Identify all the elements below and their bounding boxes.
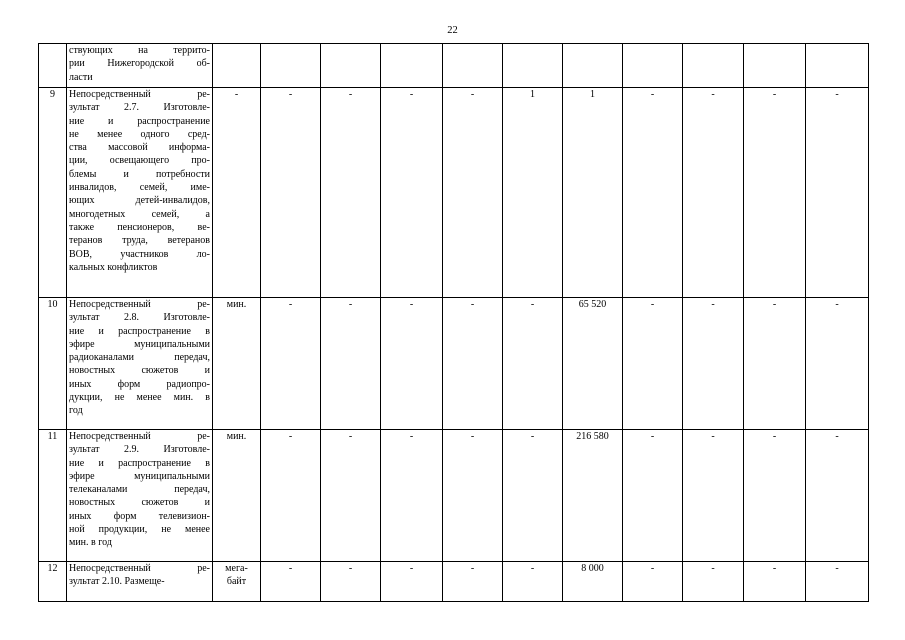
- description-line: эфире муниципальными: [69, 338, 210, 350]
- description-line: ние и распространение: [69, 115, 210, 127]
- table-row: [39, 44, 869, 88]
- value-cell: [744, 44, 806, 88]
- value-cell: -: [321, 298, 381, 430]
- unit-line: мега-: [225, 563, 248, 574]
- description-line: Непосредственный ре-: [69, 563, 210, 574]
- value-cell: -: [503, 430, 563, 562]
- value-cell: [321, 44, 381, 88]
- row-number: 10: [39, 298, 67, 430]
- value-cell: -: [623, 88, 683, 298]
- value-cell: -: [381, 430, 443, 562]
- table-row: [39, 430, 869, 562]
- description-line: многодетных семей, а: [69, 208, 210, 220]
- description-line: также пенсионеров, ве-: [69, 221, 210, 233]
- value-cell: [503, 44, 563, 88]
- value-cell: [563, 44, 623, 88]
- value-cell: [381, 44, 443, 88]
- description-line: ние и распространение в: [69, 457, 210, 469]
- table-row: [39, 298, 869, 430]
- description-line: ласти: [69, 71, 93, 83]
- row-number: 9: [39, 88, 67, 298]
- value-cell: 1: [563, 88, 623, 298]
- value-cell: -: [261, 562, 321, 602]
- value-cell: -: [744, 298, 806, 430]
- unit-cell: [213, 44, 261, 88]
- value-cell: -: [381, 562, 443, 602]
- description-line: зультат 2.8. Изготовле-: [69, 312, 210, 324]
- value-cell: -: [806, 298, 869, 430]
- value-cell: 65 520: [563, 298, 623, 430]
- value-cell: [443, 44, 503, 88]
- description-line: иных форм телевизион-: [69, 510, 210, 522]
- value-cell: -: [623, 562, 683, 602]
- description-line: новостных сюжетов и: [69, 365, 210, 377]
- value-cell: -: [443, 562, 503, 602]
- description-line: кальных конфликтов: [69, 261, 158, 273]
- description-line: иных форм радиопро-: [69, 378, 210, 390]
- description-line: Непосредственный ре-: [69, 89, 210, 100]
- description-line: телеканалами передач,: [69, 484, 210, 496]
- unit-cell: мин.: [213, 430, 261, 562]
- value-cell: -: [623, 298, 683, 430]
- value-cell: -: [683, 298, 744, 430]
- value-cell: -: [321, 88, 381, 298]
- indicator-description: [67, 430, 213, 562]
- description-line: зультат 2.9. Изготовле-: [69, 444, 210, 456]
- description-line: блемы и потребности: [69, 168, 210, 180]
- value-cell: -: [321, 562, 381, 602]
- description-line: зультат 2.10. Размеще-: [69, 576, 165, 588]
- description-line: дукции, не менее мин. в: [69, 392, 210, 404]
- description-line: Непосредственный ре-: [69, 431, 210, 442]
- value-cell: -: [443, 298, 503, 430]
- value-cell: -: [261, 88, 321, 298]
- value-cell: -: [503, 562, 563, 602]
- value-cell: -: [806, 88, 869, 298]
- description-line: рии Нижегородской об-: [69, 58, 210, 70]
- value-cell: -: [261, 298, 321, 430]
- value-cell: -: [443, 430, 503, 562]
- description-line: инвалидов, семей, име-: [69, 182, 210, 194]
- indicator-description: [67, 88, 213, 298]
- description-line: ства массовой информа-: [69, 142, 210, 154]
- row-number: [39, 44, 67, 88]
- value-cell: [261, 44, 321, 88]
- value-cell: -: [806, 430, 869, 562]
- description-line: ющих детей-инвалидов,: [69, 195, 210, 207]
- table-body: [39, 44, 869, 602]
- value-cell: -: [443, 88, 503, 298]
- unit-cell: мин.: [213, 298, 261, 430]
- value-cell: -: [503, 298, 563, 430]
- unit-line: байт: [226, 576, 247, 588]
- value-cell: -: [744, 562, 806, 602]
- value-cell: -: [744, 88, 806, 298]
- value-cell: [683, 44, 744, 88]
- value-cell: 8 000: [563, 562, 623, 602]
- description-line: эфире муниципальными: [69, 470, 210, 482]
- value-cell: -: [683, 88, 744, 298]
- row-number: 12: [39, 562, 67, 602]
- value-cell: -: [683, 430, 744, 562]
- value-cell: -: [321, 430, 381, 562]
- indicator-description: [67, 298, 213, 430]
- indicator-description: [67, 44, 213, 88]
- table-row: [39, 88, 869, 298]
- description-line: мин. в год: [69, 537, 112, 549]
- value-cell: -: [744, 430, 806, 562]
- description-line: Непосредственный ре-: [69, 299, 210, 310]
- description-line: не менее одного сред-: [69, 128, 210, 140]
- value-cell: -: [623, 430, 683, 562]
- unit-cell: [213, 562, 261, 602]
- row-number: 11: [39, 430, 67, 562]
- value-cell: [806, 44, 869, 88]
- value-cell: -: [381, 298, 443, 430]
- indicator-description: [67, 562, 213, 602]
- indicators-table: [38, 43, 869, 602]
- value-cell: -: [806, 562, 869, 602]
- value-cell: [623, 44, 683, 88]
- unit-cell: -: [213, 88, 261, 298]
- description-line: ние и распространение в: [69, 325, 210, 337]
- value-cell: 216 580: [563, 430, 623, 562]
- value-cell: 1: [503, 88, 563, 298]
- description-line: теранов труда, ветеранов: [69, 235, 210, 247]
- page-number: 22: [447, 25, 458, 36]
- description-line: ВОВ, участников ло-: [69, 248, 210, 260]
- value-cell: -: [683, 562, 744, 602]
- value-cell: -: [261, 430, 321, 562]
- description-line: новостных сюжетов и: [69, 497, 210, 509]
- description-line: ствующих на террито-: [69, 45, 210, 56]
- description-line: зультат 2.7. Изготовле-: [69, 102, 210, 114]
- description-line: ной продукции, не менее: [69, 524, 210, 536]
- table-row: [39, 562, 869, 602]
- description-line: ции, освещающего про-: [69, 155, 210, 167]
- description-line: год: [69, 405, 83, 417]
- description-line: радиоканалами передач,: [69, 352, 210, 364]
- value-cell: -: [381, 88, 443, 298]
